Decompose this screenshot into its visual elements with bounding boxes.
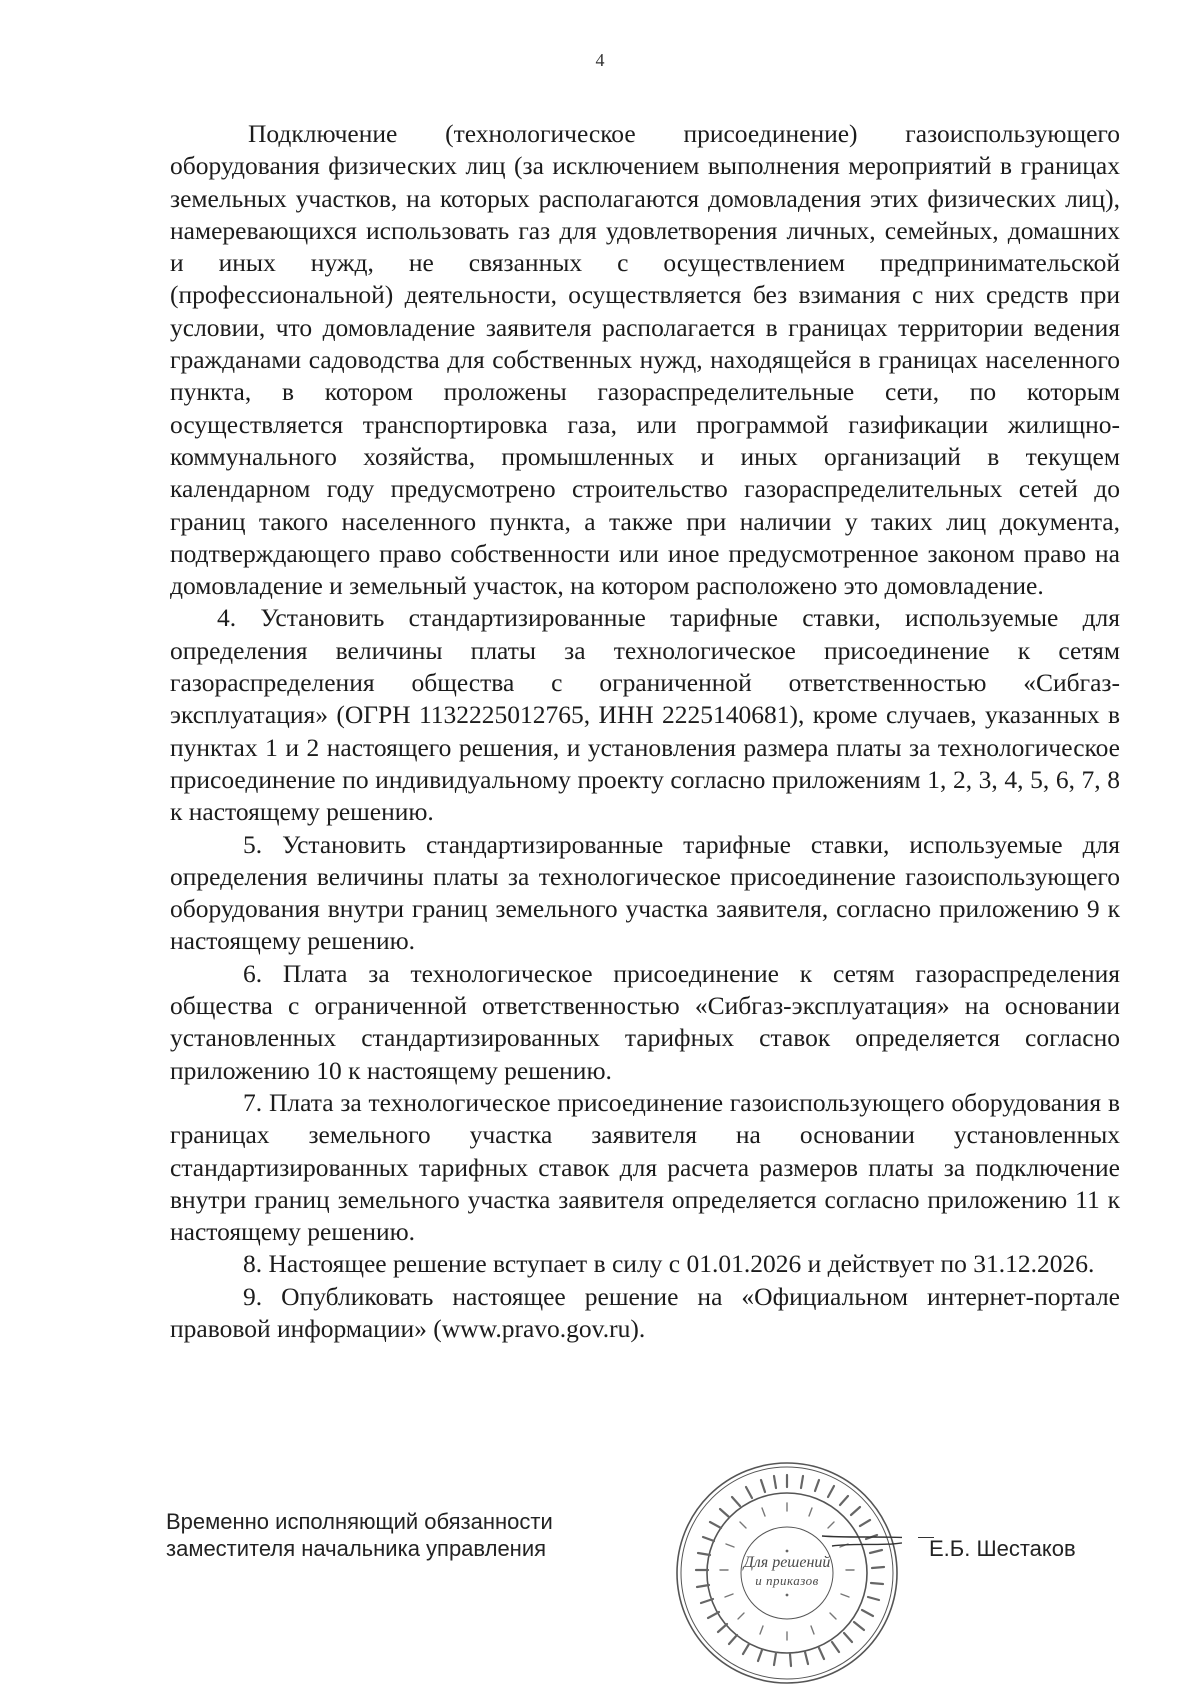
- signature-position-line2: заместителя начальника управления: [166, 1536, 547, 1561]
- page-number: 4: [595, 50, 605, 70]
- seal-inner-line1: Для решений: [743, 1554, 831, 1571]
- seal-inner-text: [672, 1458, 902, 1688]
- paragraph-item-8: 8. Настоящее решение вступает в силу с 01.01.2026 и действует по 31.12.2026.: [243, 1249, 1095, 1279]
- document-body: [170, 118, 1120, 1345]
- paragraph-item-5: 5. Установить стандартизированные тарифные ставки, используемые для определения величины платы за технологическое присоединение газоиспользующего оборудования внутри границ земельного участка заявителя, согласно приложению 9 к настоящему решению.: [170, 829, 1120, 956]
- signer-name: Е.Б. Шестаков: [929, 1536, 1076, 1561]
- seal-inner-line2: и приказов: [755, 1573, 819, 1588]
- signature-position-line1: Временно исполняющий обязанности: [166, 1509, 553, 1534]
- paragraph-3-continuation: Подключение (технологическое присоединение) газоиспользующего оборудования физических лиц (за исключением выполнения мероприятий в границах земельных участков, на которых располагаются домовладения этих физических лиц), намеревающихся использовать газ для удовлетворения личных, семейных, домашних и иных нужд, не связанных с осуществлением предпринимательской (профессиональной) деятельности, осуществляется без взимания с них средств при условии, что домовладение заявителя располагается в границах территории ведения гражданами садоводства для собственных нужд, находящейся в границах населенного пункта, в котором проложены газораспределительные сети, по которым осуществляется транспортировка газа, или программой газификации жилищно-коммунального хозяйства, промышленных и иных организаций в текущем календарном году предусмотрено строительство газораспределительных сетей до границ такого населенного пункта, а также при наличии у таких лиц документа, подтверждающего право собственности или иное предусмотренное законом право на домовладение и земельный участок, на котором расположено это домовладение.: [170, 119, 1120, 601]
- paragraph-item-4: 4. Установить стандартизированные тарифные ставки, используемые для определения величины платы за технологическое присоединение к сетям газораспределения общества с ограниченной ответственностью «Сибгаз-эксплуатация» (ОГРН 1132225012765, ИНН 2225140681), кроме случаев, указанных в пунктах 1 и 2 настоящего решения, и установления размера платы за технологическое присоединение по индивидуальному проекту согласно приложениям 1, 2, 3, 4, 5, 6, 7, 8 к настоящему решению.: [170, 603, 1120, 827]
- paragraph-item-7: 7. Плата за технологическое присоединение газоиспользующего оборудования в границах земельного участка заявителя на основании установленных стандартизированных тарифных ставок для расчета размеров платы за подключение внутри границ земельного участка заявителя определяется согласно приложению 11 к настоящему решению.: [170, 1087, 1120, 1247]
- paragraph-item-6: 6. Плата за технологическое присоединение к сетям газораспределения общества с ограниченной ответственностью «Сибгаз-эксплуатация» на основании установленных стандартизированных тарифных ставок определяется согласно приложению 10 к настоящему решению.: [170, 958, 1120, 1085]
- official-seal-stamp: [672, 1458, 902, 1688]
- paragraph-item-9: 9. Опубликовать настоящее решение на «Официальном интернет-портале правовой информации» (www.pravo.gov.ru).: [170, 1281, 1120, 1343]
- signature-position: [166, 1508, 553, 1562]
